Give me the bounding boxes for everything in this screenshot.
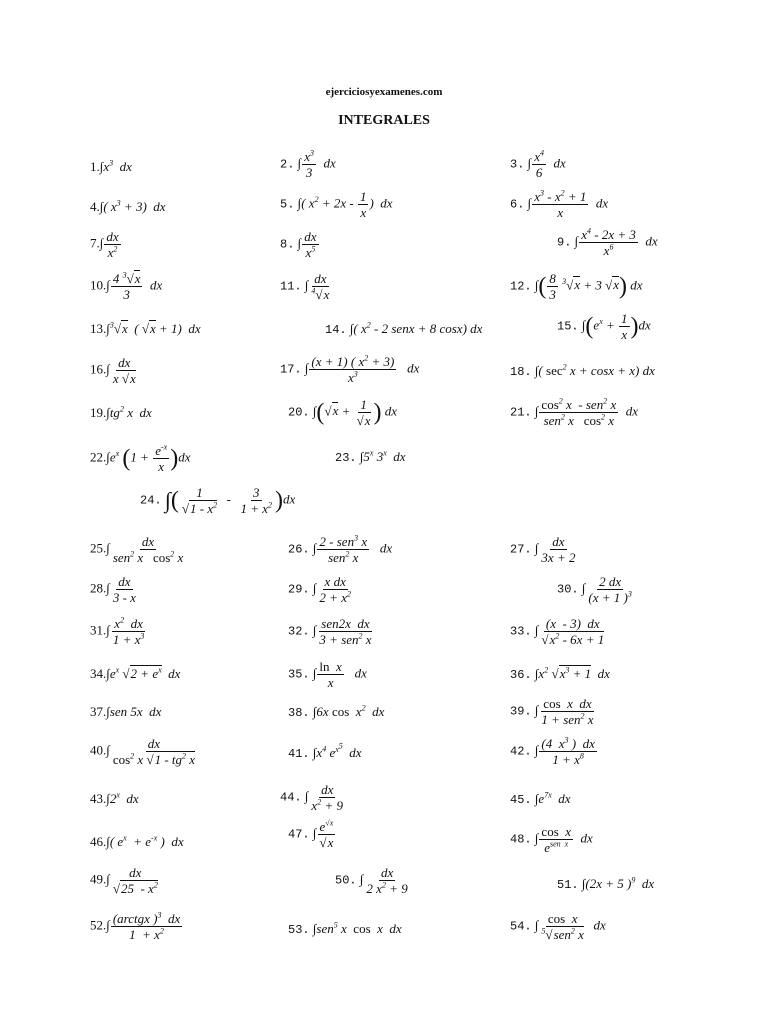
exercise-44: 44. ∫ $\frac{dx}{x^2 + 9}$ <box>280 782 343 813</box>
exercise-29: 29. ∫ $\frac{\text{x dx}}{2 + x^2}$ <box>288 574 351 605</box>
exercise-26: 26. ∫ 2 - sen$^3$ x sen$^2$ x dx <box>288 533 393 565</box>
exercise-45: 45. $\int e^{7x}$ dx <box>510 790 571 807</box>
exercise-9: 9. ∫ $\frac{x^4 - 2x + 3}{x^6}$ dx <box>557 226 658 258</box>
exercise-5: 5. ∫( $x^2 + 2x$ - $\frac{1}{x}$ ) dx <box>280 189 393 220</box>
exercise-16: 16.∫ $\frac{dx}{x √x}$ <box>90 355 136 386</box>
exercise-41: 41. $\int x^4$ $e^{x^5}$ dx <box>288 741 362 761</box>
exercise-51: 51. ∫(2x + 5 )$^9$ dx <box>557 875 655 892</box>
exercise-10: 10.∫ $\frac{4 ^3√x}{3}$ dx <box>90 270 163 302</box>
exercise-52: 52.∫ (arctgx )$^3$ dx $1 + x^2$ <box>90 910 181 942</box>
exercise-48: 48. ∫ cos x $e^{sen x}$ dx <box>510 824 593 855</box>
exercise-22: $22.\int e^x$ (1 + $\frac{e^{-x}}{x}$ )dx <box>90 442 191 474</box>
exercise-19: $19.\int tg^2$ x dx <box>90 404 152 420</box>
exercise-2: 2. ∫ $\frac{x^3}{3}$ dx <box>280 148 336 180</box>
site-name: ejerciciosyexamenes.com <box>325 86 443 98</box>
page-title: INTEGRALES <box>338 113 430 128</box>
exercise-53: 53. ∫sen$^5$ x cos x dx <box>288 920 402 937</box>
exercise-4: 4.∫( $x^3 + 3$) dx <box>90 198 166 214</box>
exercise-35: 35. ∫ $\frac{\text{ln x}}{x}$ dx <box>288 659 367 690</box>
exercise-46: 46.∫( $e^x + e^{-x}$ ) dx <box>90 833 184 849</box>
exercise-11: 11. ∫ $\frac{dx}{^4√x}$ <box>280 271 330 302</box>
exercise-12: 12. ∫( $\frac{8}{3}$ $^3$√x + 3 √x) dx <box>510 271 643 302</box>
exercise-8: 8. ∫ $\frac{dx}{x^5}$ <box>280 229 317 260</box>
exercise-28: 28.∫ $\frac{dx}{3 - x}$ <box>90 574 136 605</box>
exercise-47: 47. ∫ $\frac{e^{√x}}{√x}$ <box>288 818 334 850</box>
exercise-3: 3. ∫ $\frac{x^4}{6}$ dx <box>510 148 566 180</box>
exercise-23: 23. ∫5$^x$ 3$^x$ dx <box>335 448 406 465</box>
exercise-1: $1.\int x^3$ dx <box>90 158 132 174</box>
exercise-37: 37.∫sen 5x dx <box>90 704 162 719</box>
exercise-31: 31.∫ $\frac{x^2 dx}{1 + x^3}$ <box>90 615 145 647</box>
exercise-24: 24. ∫( $\frac{1}{√1 - x^2}$ - $\frac{3}{1 + x^2}$ )dx <box>140 485 296 516</box>
exercise-43: 43.∫2$^x$ dx <box>90 790 139 806</box>
exercise-6: 6. ∫ $\frac{x^3 - x^2 + 1}{x}$ dx <box>510 188 609 220</box>
exercise-38: 38. ∫6x $\cos x^2$ dx <box>288 703 385 720</box>
exercise-42: 42. ∫ $\frac{(4 x^3 ) dx}{1 + x^8}$ <box>510 735 595 767</box>
exercise-34: $34.\int e^x$ $√2 + e^x$ dx <box>90 665 181 681</box>
exercise-25: 25.∫ dx sen$^2$ x $\cos^2 x$ <box>90 534 184 565</box>
exercise-33: 33. ∫ $\frac{(x - 3) dx}{√x^2 - 6x + 1}$ <box>510 616 605 647</box>
exercise-30: 30. ∫ $\frac{2 dx}{(x + 1 )^3}$ <box>557 574 632 605</box>
exercise-40: 40.∫ $\frac{dx}{\cos^2 x √1 - tg^2 x}$ <box>90 736 196 767</box>
exercise-21: 21. ∫ $\cos^2 x - sen^2$ x sen$^2$ x $\cos^2 x$ dx <box>510 396 639 428</box>
exercise-27: 27. ∫ $\frac{dx}{3x + 2}$ <box>510 534 576 565</box>
exercise-14: 14. ∫( $x^2 - 2$ senx + 8 cosx) dx <box>325 320 483 337</box>
exercise-13: 13.∫$^3$√x ( √x + 1) dx <box>90 320 201 336</box>
exercise-18: 18. ∫( $\sec^2 x + \cos x + x$) dx <box>510 362 655 379</box>
exercise-49: 49.∫ $\frac{dx}{√25 - x^2}$ <box>90 865 158 896</box>
exercise-54: 54. ∫ cos x $^5$√sen$^2$ x dx <box>510 911 606 942</box>
exercise-7: 7.∫ $\frac{dx}{x^2}$ <box>90 229 119 260</box>
exercise-36: 36. $\int x^2$ $√x^3 + 1$ dx <box>510 665 610 682</box>
exercise-20: 20. ∫(√x + $\frac{1}{√x}$ ) dx <box>288 397 398 428</box>
exercise-17: 17. ∫ $\frac{(x + 1) ( x^2 + 3)}{x^3}$ dx <box>280 353 420 385</box>
exercise-32: 32. ∫ sen2x dx 3 + sen$^2$ x <box>288 616 372 647</box>
exercise-15: 15. $\int(e^x$ + $\frac{1}{x}$ )dx <box>557 311 651 342</box>
exercise-39: 39. ∫ cos x dx 1 + sen$^2$ x <box>510 696 594 727</box>
exercise-50: 50. ∫ $\frac{dx}{2 x^2 + 9}$ <box>335 865 408 896</box>
